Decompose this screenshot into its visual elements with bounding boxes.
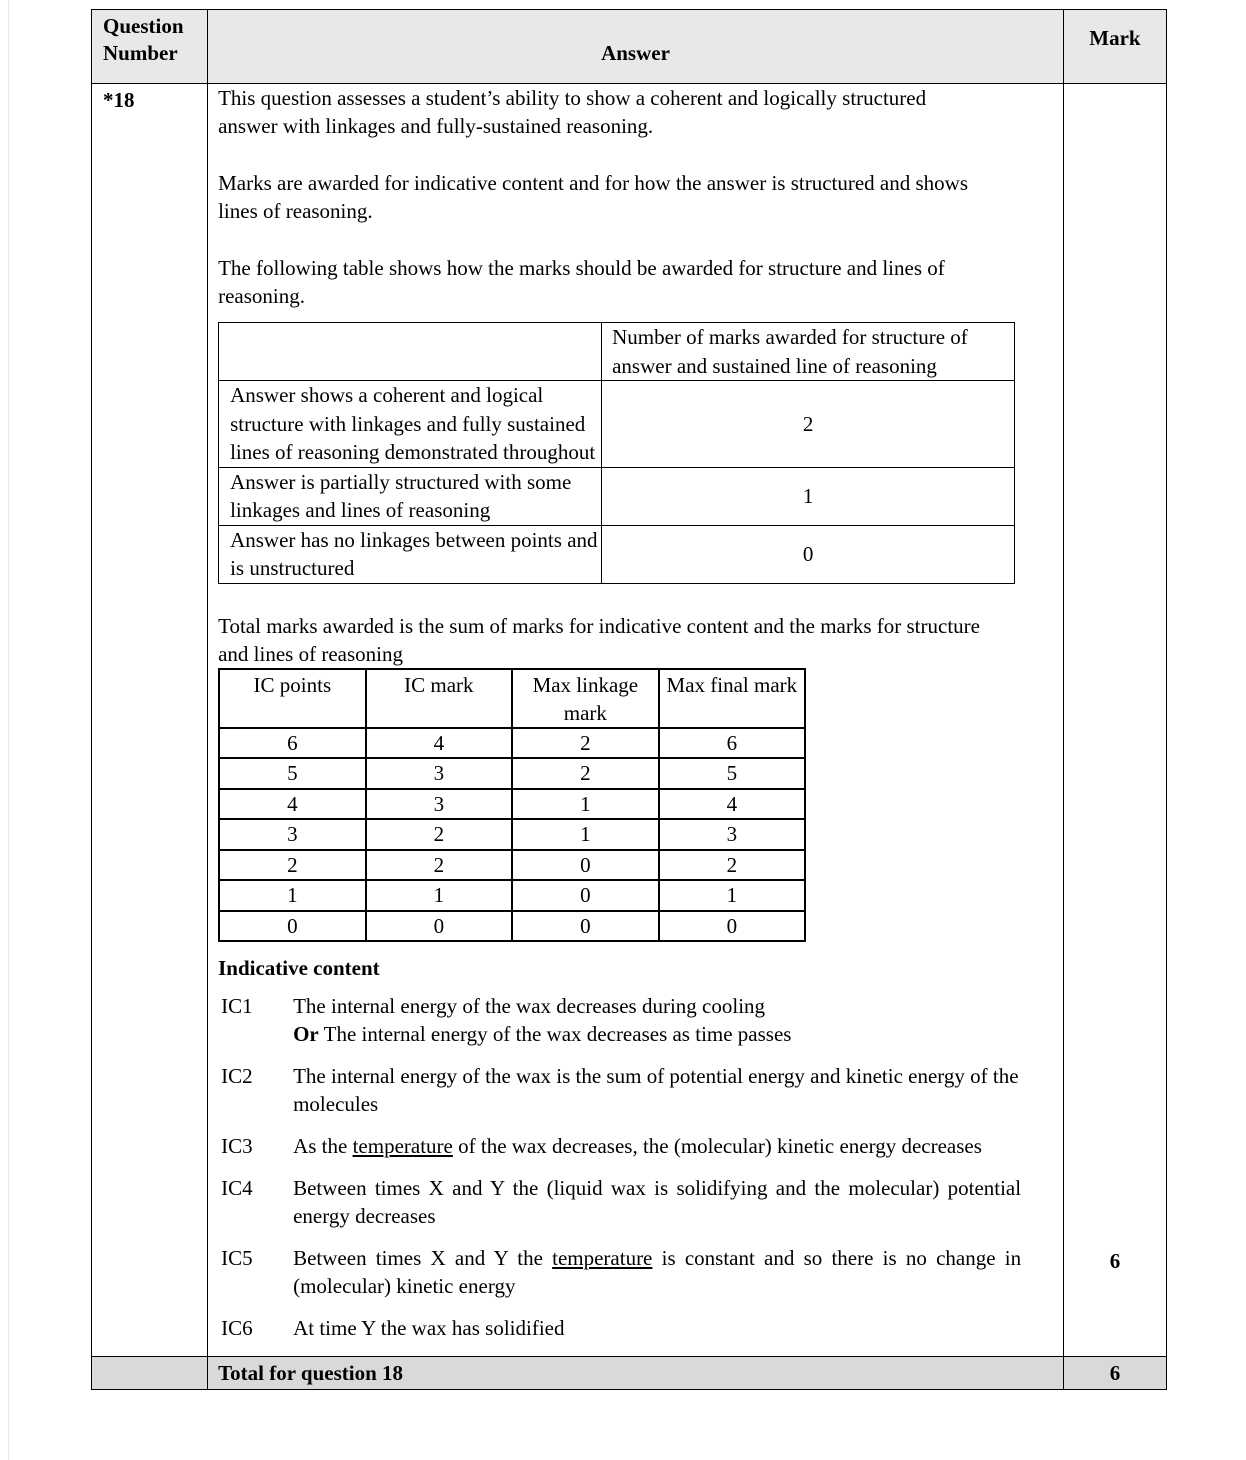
ic-item bbox=[218, 1132, 1063, 1160]
structure-table-header bbox=[219, 323, 1015, 381]
page-edge bbox=[8, 0, 9, 1460]
ic1-line2: The internal energy of the wax decreases as time passes bbox=[318, 1022, 792, 1046]
ic-text: The internal energy of the wax is the sum of potential energy and kinetic energy of the molecules bbox=[293, 1064, 1019, 1116]
ic-table-header bbox=[219, 669, 805, 728]
structure-header-empty bbox=[219, 323, 602, 381]
ic-table-row bbox=[219, 728, 805, 759]
ic-text bbox=[293, 992, 1021, 1048]
ic-label: IC3 bbox=[221, 1134, 253, 1158]
total-row bbox=[92, 1357, 1167, 1390]
ic-table-cell: 0 bbox=[512, 911, 659, 942]
question-number: *18 bbox=[92, 84, 208, 1357]
ic-table-cell: 0 bbox=[512, 850, 659, 881]
ic-item bbox=[218, 1314, 1063, 1342]
ic-table-cell: 2 bbox=[366, 850, 513, 881]
ic-table-cell: 1 bbox=[366, 880, 513, 911]
ic-table-cell: 4 bbox=[366, 728, 513, 759]
total-note: Total marks awarded is the sum of marks for indicative content and the marks for structure and lines of reasoning bbox=[218, 613, 980, 666]
ic-text bbox=[293, 1244, 1021, 1300]
question-mark: 6 bbox=[1109, 1249, 1121, 1273]
mark-scheme-table bbox=[91, 9, 1167, 1390]
ic-table-cell: 4 bbox=[219, 789, 366, 820]
structure-marks: 0 bbox=[602, 525, 1015, 583]
ic-text-post: is constant and so there is no change in (molecular) kinetic energy bbox=[293, 1246, 1022, 1298]
question-number-header: Question Number bbox=[92, 10, 208, 84]
question-row bbox=[92, 84, 1167, 1357]
indicative-content-heading: Indicative content bbox=[218, 956, 380, 980]
ic-label: IC4 bbox=[221, 1176, 253, 1200]
ic-text: At time Y the wax has solidified bbox=[293, 1316, 565, 1340]
structure-header-marks: Number of marks awarded for structure of answer and sustained line of reasoning bbox=[602, 323, 1015, 381]
ic-header-final: Max final mark bbox=[659, 669, 806, 728]
ic-table-body bbox=[219, 728, 805, 942]
ic-table-cell: 0 bbox=[512, 880, 659, 911]
ic-text bbox=[293, 1132, 1021, 1160]
ic-table-row bbox=[219, 911, 805, 942]
ic-table-cell: 6 bbox=[219, 728, 366, 759]
structure-marks-table bbox=[218, 322, 1015, 584]
ic-table-cell: 3 bbox=[366, 789, 513, 820]
ic-item bbox=[218, 1244, 1063, 1300]
ic-table-row bbox=[219, 850, 805, 881]
ic-table-cell: 2 bbox=[366, 819, 513, 850]
structure-description: Answer has no linkages between points and is unstructured bbox=[219, 525, 602, 583]
structure-description: Answer shows a coherent and logical structure with linkages and fully sustained lines of reasoning demonstrated throughout bbox=[219, 381, 602, 468]
answer-cell bbox=[208, 84, 1064, 1357]
answer-header: Answer bbox=[208, 10, 1064, 84]
structure-description: Answer is partially structured with some linkages and lines of reasoning bbox=[219, 467, 602, 525]
ic-table-cell: 1 bbox=[659, 880, 806, 911]
ic-table-cell: 2 bbox=[219, 850, 366, 881]
intro-paragraph-1: This question assesses a student’s ability to show a coherent and logically structured answer with linkages and fully-sustained reasoning. bbox=[218, 86, 927, 138]
ic-text-pre: As the bbox=[293, 1134, 353, 1158]
ic-header-points: IC points bbox=[219, 669, 366, 728]
underlined-term: temperature bbox=[352, 1134, 453, 1158]
ic-table-cell: 2 bbox=[512, 728, 659, 759]
ic-label: IC6 bbox=[221, 1316, 253, 1340]
indicative-content-list bbox=[218, 992, 1063, 1342]
total-empty-cell bbox=[92, 1357, 208, 1390]
ic-item bbox=[218, 1062, 1063, 1118]
ic-header-linkage: Max linkage mark bbox=[512, 669, 659, 728]
ic-label: IC1 bbox=[221, 994, 253, 1018]
header-row bbox=[92, 10, 1167, 84]
ic-table-cell: 1 bbox=[512, 789, 659, 820]
ic-table-cell: 0 bbox=[366, 911, 513, 942]
intro-paragraph-2: Marks are awarded for indicative content and for how the answer is structured and shows lines of reasoning. bbox=[218, 171, 969, 223]
ic-header-mark: IC mark bbox=[366, 669, 513, 728]
ic-table-cell: 3 bbox=[659, 819, 806, 850]
structure-marks: 2 bbox=[602, 381, 1015, 468]
ic-item bbox=[218, 992, 1063, 1048]
ic-table-row bbox=[219, 819, 805, 850]
ic-table-cell: 5 bbox=[219, 758, 366, 789]
ic-table-cell: 5 bbox=[659, 758, 806, 789]
ic-label: IC5 bbox=[221, 1246, 253, 1270]
ic-table-cell: 0 bbox=[659, 911, 806, 942]
underlined-term: temperature bbox=[552, 1246, 653, 1270]
ic-table-cell: 2 bbox=[659, 850, 806, 881]
structure-row bbox=[219, 467, 1015, 525]
ic-marks-table bbox=[218, 668, 806, 943]
ic-table-cell: 3 bbox=[366, 758, 513, 789]
ic-table-cell: 1 bbox=[512, 819, 659, 850]
ic-table-cell: 4 bbox=[659, 789, 806, 820]
ic1-line1: The internal energy of the wax decreases during cooling bbox=[293, 994, 766, 1018]
structure-marks: 1 bbox=[602, 467, 1015, 525]
ic-table-row bbox=[219, 758, 805, 789]
mark-header: Mark bbox=[1063, 10, 1166, 84]
or-label: Or bbox=[293, 1022, 319, 1046]
ic-label: IC2 bbox=[221, 1064, 253, 1088]
intro-paragraph-3: The following table shows how the marks should be awarded for structure and lines of reasoning. bbox=[218, 256, 945, 308]
ic-item bbox=[218, 1174, 1063, 1230]
ic-text: Between times X and Y the (liquid wax is solidifying and the molecular) potential energy decreases bbox=[293, 1176, 1022, 1228]
total-label: Total for question 18 bbox=[208, 1357, 1064, 1390]
ic-table-cell: 1 bbox=[219, 880, 366, 911]
total-mark: 6 bbox=[1063, 1357, 1166, 1390]
ic-table-cell: 6 bbox=[659, 728, 806, 759]
mark-cell bbox=[1063, 84, 1166, 1357]
ic-table-row bbox=[219, 789, 805, 820]
ic-text-pre: Between times X and Y the bbox=[293, 1246, 553, 1270]
ic-table-cell: 3 bbox=[219, 819, 366, 850]
ic-table-row bbox=[219, 880, 805, 911]
structure-row bbox=[219, 525, 1015, 583]
ic-table-cell: 2 bbox=[512, 758, 659, 789]
ic-table-cell: 0 bbox=[219, 911, 366, 942]
structure-row bbox=[219, 381, 1015, 468]
ic-text-post: of the wax decreases, the (molecular) kinetic energy decreases bbox=[452, 1134, 982, 1158]
